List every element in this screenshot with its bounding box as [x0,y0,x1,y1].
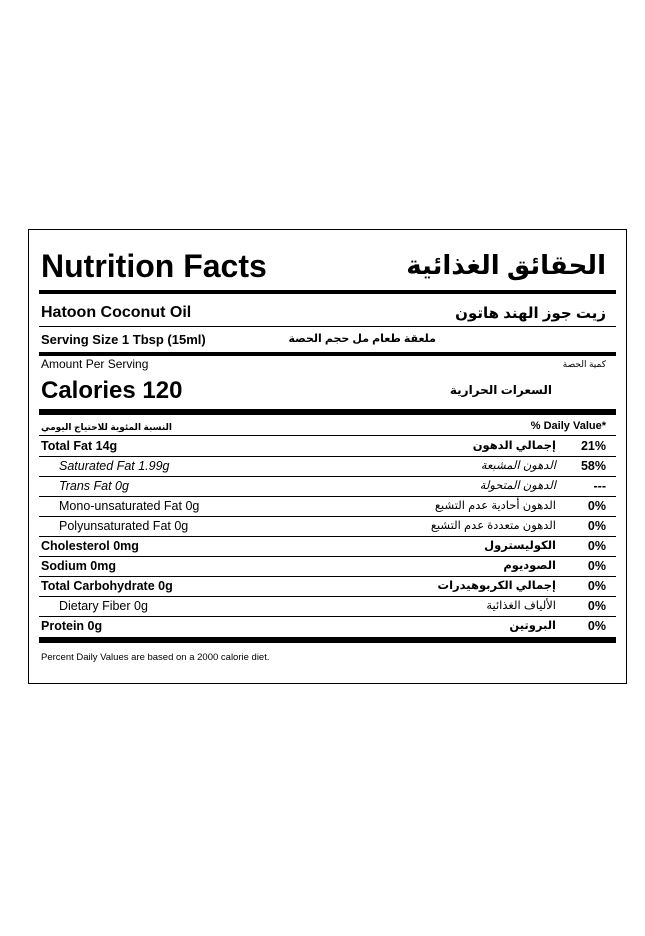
nutrient-name: Cholesterol 0mg [41,539,139,553]
divider [39,326,616,327]
nutrient-name-arabic: الدهون متعددة عدم التشبع [430,520,556,532]
divider-thick [39,409,616,415]
footnote: Percent Daily Values are based on a 2000 calorie diet. [41,652,270,663]
nutrient-row [39,576,616,596]
nutrient-row [39,516,616,536]
product-name-english: Hatoon Coconut Oil [41,304,192,321]
nutrient-row [39,436,616,456]
nutrient-percent: --- [593,479,606,493]
nutrient-percent: 0% [587,599,606,613]
serving-size-english: Serving Size 1 Tbsp (15ml) [41,332,206,347]
nutrient-percent: 0% [587,619,606,633]
nutrient-name: Total Carbohydrate 0g [41,579,173,593]
nutrient-percent: 0% [587,539,606,553]
nutrient-name: Mono-unsaturated Fat 0g [59,499,200,513]
nutrient-row [39,596,616,616]
nutrient-percent: 0% [587,579,606,593]
nutrient-name-arabic: الدهون المشبعة [480,460,556,472]
calories-english: Calories 120 [41,377,183,404]
divider-thick [39,290,616,294]
nutrition-label [28,229,627,684]
nutrient-name: Trans Fat 0g [59,479,129,493]
nutrient-name: Dietary Fiber 0g [59,599,148,613]
nutrient-row [39,456,616,476]
amount-per-serving-english: Amount Per Serving [41,357,149,371]
nutrient-row [39,556,616,576]
nutrient-row [39,496,616,516]
divider-thick [39,637,616,643]
nutrient-row [39,616,616,636]
title-english: Nutrition Facts [41,248,267,284]
nutrient-percent: 0% [587,499,606,513]
divider-thick [39,352,616,356]
nutrient-name: Saturated Fat 1.99g [59,459,170,473]
nutrient-name: Protein 0g [41,619,103,633]
nutrient-row [39,476,616,496]
amount-per-serving-arabic: كمية الحصة [562,359,606,369]
nutrient-name-arabic: الدهون أحادية عدم التشبع [434,500,556,512]
nutrient-name-arabic: الدهون المتحولة [479,480,556,492]
daily-value-english: % Daily Value* [530,420,606,432]
nutrient-percent: 58% [580,459,606,473]
nutrient-name-arabic: البروتين [509,620,556,632]
nutrient-percent: 0% [587,559,606,573]
nutrient-row [39,536,616,556]
nutrient-name-arabic: الكوليسترول [484,540,556,552]
nutrient-percent: 0% [587,519,606,533]
nutrient-name-arabic: إجمالي الكربوهيدرات [437,580,556,592]
serving-size-arabic: ملعقة طعام مل حجم الحصة [288,333,436,345]
nutrient-name: Total Fat 14g [41,439,118,453]
title-arabic: الحقائق الغذائية [406,250,606,280]
nutrient-percent: 21% [580,439,606,453]
nutrient-name-arabic: الألياف الغذائية [486,600,556,612]
nutrient-name: Sodium 0mg [41,559,117,573]
product-name-arabic: زيت جوز الهند هاتون [455,305,606,322]
nutrient-name: Polyunsaturated Fat 0g [59,519,189,533]
calories-arabic: السعرات الحرارية [449,383,552,397]
nutrient-name-arabic: إجمالي الدهون [472,440,556,452]
nutrient-name-arabic: الصوديوم [503,560,556,572]
daily-value-arabic: النسبة المئوية للاحتياج اليومي [41,422,172,432]
